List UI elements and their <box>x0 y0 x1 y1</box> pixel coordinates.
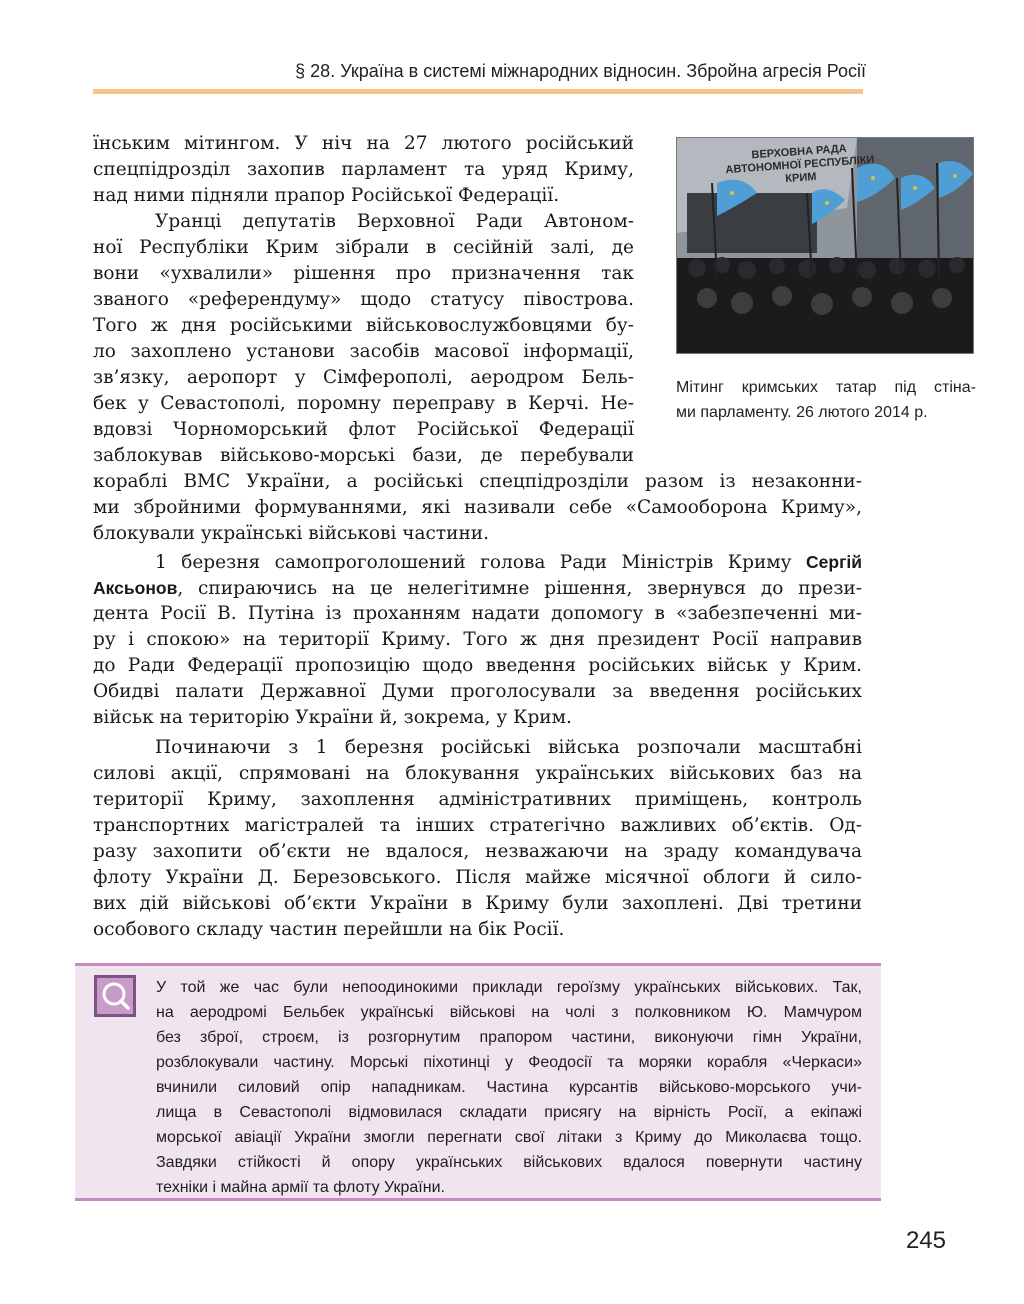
magnifier-icon <box>94 975 136 1017</box>
text-line: Того ж дня російськими військовослужбовцями бу- <box>93 315 634 336</box>
building-sign-text: ВЕРХОВНА РАДА АВТОНОМНОЇ РЕСПУБЛІКИ КРИМ <box>725 142 875 186</box>
text-line <box>93 575 862 601</box>
text-line <box>93 549 862 575</box>
page-number: 245 <box>905 1227 946 1254</box>
box-text-line: лища в Севастополі відмовилася складати присягу на вірність Росії, а екіпажі <box>156 1104 862 1121</box>
person-name: Аксьонов <box>93 578 178 598</box>
text-line: вих дій військові об’єкти України в Криму були захоплені. Дві третини <box>93 893 862 914</box>
text-line: над ними підняли прапор Російської Федерації. <box>93 185 560 206</box>
text-line: ної Республіки Крим зібрали в сесійній залі, де <box>93 237 634 258</box>
magnifier-glyph <box>99 980 131 1012</box>
text-line: ру і спокою» на території Криму. Того ж дня президент Росії направив <box>93 629 862 650</box>
text-run: 1 березня самопроголошений голова Ради Міністрів Криму <box>155 552 807 573</box>
box-text-line: техніки і майна армії та флоту України. <box>156 1179 445 1196</box>
box-text-line: розблокували частину. Морські піхотинці у Феодосії та моряки корабля «Черкаси» <box>156 1054 862 1071</box>
text-line: території Криму, захоплення адміністративних приміщень, контроль <box>93 789 862 810</box>
text-line: до Ради Федерації пропозицію щодо введення російських військ у Крим. <box>93 655 862 676</box>
text-line: Обидві палати Державної Думи проголосували за введення російських <box>93 681 862 702</box>
photo-caption <box>676 375 976 425</box>
box-text-line: Завдяки стійкості й опору українських військових вдалося повернути частину <box>156 1154 862 1171</box>
text-line: ми збройними формуваннями, які називали себе «Самооборона Криму», <box>93 497 862 518</box>
text-line: спецпідрозділ захопив парламент та уряд Криму, <box>93 159 634 180</box>
text-line: разу захопити об’єкти не вдалося, незважаючи на зраду командувача <box>93 841 862 862</box>
box-text-line: У той же час були непоодинокими приклади героїзму українських військових. Так, <box>156 979 862 996</box>
box-text-line: морської авіації України змогли перегнати свої літаки з Криму до Миколаєва тощо. <box>156 1129 862 1146</box>
crimea-rally-photo <box>676 137 974 354</box>
header-rule <box>93 89 863 94</box>
text-line: транспортних магістралей та інших стратегічно важливих об’єктів. Од- <box>93 815 862 836</box>
text-line: особового складу частин перейшли на бік Росії. <box>93 919 565 940</box>
text-line: заблокував військово-морські бази, де перебували <box>93 445 634 466</box>
text-line: зв’язку, аеропорт у Сімферополі, аеродром Бель- <box>93 367 634 388</box>
text-line: Починаючи з 1 березня російські війська розпочали масштабні <box>155 737 862 758</box>
text-line: військ на територію України й, зокрема, у Крим. <box>93 707 572 728</box>
text-line: блокували українські військові частини. <box>93 523 489 544</box>
caption-line: ми парламенту. 26 лютого 2014 р. <box>676 404 928 421</box>
text-line: ло захоплено установи засобів масової інформації, <box>93 341 634 362</box>
text-line: кораблі ВМС України, а російські спецпідрозділи разом із незаконни- <box>93 471 862 492</box>
box-text-line: вчинили силовий опір нападникам. Частина курсантів військово-морського учи- <box>156 1079 862 1096</box>
caption-line: Мітинг кримських татар під стіна- <box>676 379 976 396</box>
text-line: флоту України Д. Березовського. Після майже місячної облоги й сило- <box>93 867 862 888</box>
text-line: силові акції, спрямовані на блокування українських військових баз на <box>93 763 862 784</box>
running-header: § 28. Україна в системі міжнародних відносин. Збройна агресія Росії <box>295 61 866 81</box>
text-line: званого «референдуму» щодо статусу півострова. <box>93 289 634 310</box>
text-line: Уранці депутатів Верховної Ради Автоном- <box>155 211 634 232</box>
box-text-line: без зброї, строєм, із розгорнутим прапором частини, виконуючи гімн України, <box>156 1029 862 1046</box>
text-line: їнським мітингом. У ніч на 27 лютого російський <box>93 133 634 154</box>
text-line: вони «ухвалили» рішення про призначення так <box>93 263 634 284</box>
text-line: вдовзі Чорноморський флот Російської Федерації <box>93 419 634 440</box>
person-name: Сергій <box>806 552 862 572</box>
text-run: , спираючись на це нелегітимне рішення, звернувся до прези- <box>177 578 862 599</box>
text-line: бек у Севастополі, поромну переправу в Керчі. Не- <box>93 393 634 414</box>
box-text-line: на аеродромі Бельбек українські військові на чолі з полковником Ю. Мамчуром <box>156 1004 862 1021</box>
text-line: дента Росії В. Путіна із проханням надати допомогу в «забезпеченні ми- <box>93 603 862 624</box>
